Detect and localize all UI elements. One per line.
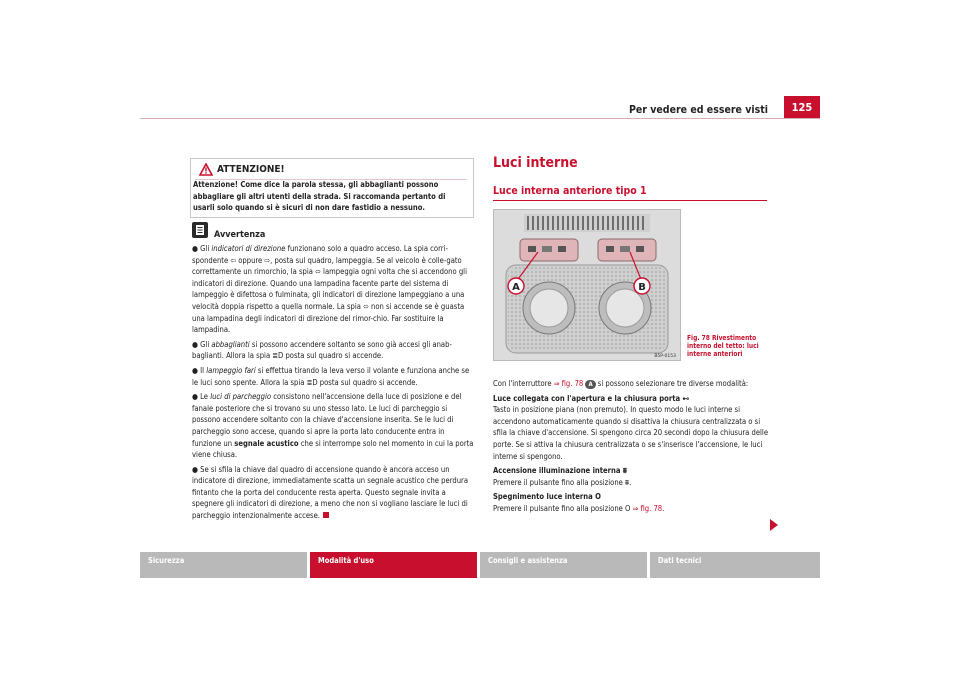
figure-link-2[interactable]: ⇒ fig. 78: [632, 503, 663, 513]
note-bullet-4: ● Le luci di parcheggio consistono nell'accensione della luce di posizione e del fanale posteriore che si trovano su uno stesso lato. Le luci di parcheggio si possono accendere soltanto con la chiave d'accensione inserita. Se le luci di parcheggio sono accese, quando si apre la porta lato conducente entra in funzione un segnale acustico che si interrompe solo nel momento in cui la porta viene chiusa.: [192, 392, 474, 460]
figure-label-b: B: [638, 282, 646, 293]
end-mark: [323, 512, 329, 518]
footer-tab-sicurezza[interactable]: Sicurezza: [140, 552, 307, 578]
page-header-title: Per vedere ed essere visti: [628, 104, 768, 116]
warning-text: Attenzione! Come dice la parola stessa, gli abbaglianti possono abbagliare gli altri utenti della strada. Si raccomanda pertanto di usarli solo quando si è sicuri di non dare fastidio a nessuno.: [193, 180, 446, 212]
note-bullet-3: ● Il lampeggio fari si effettua tirando la leva verso il volante e funziona anche se le luci sono spente. Allora la spia ≣D posta sul quadro si accende.: [192, 365, 470, 387]
section-title: Luci interne: [493, 155, 578, 171]
footer-tab-dati-tecnici[interactable]: Dati tecnici: [650, 552, 820, 578]
page-number: 125: [784, 96, 820, 118]
note-bullet-2: ● Gli abbaglianti si possono accendere soltanto se sono già accesi gli anab-baglianti. Allora la spia ≣D posta sul quadro si accende.: [192, 339, 452, 361]
mode-3-heading: Spegnimento luce interna O: [493, 492, 601, 502]
figure-link[interactable]: ⇒ fig. 78: [553, 379, 584, 388]
note-title: Avvertenza: [214, 230, 266, 240]
intro-paragraph: Con l'interruttore ⇒ fig. 78 A si possono selezionare tre diverse modalità:: [493, 379, 749, 388]
mode-1-text: Tasto in posizione piana (non premuto). In questo modo le luci interne si accendono automaticamente quando si disattiva la chiusura centralizzata o si sfila la chiave d'accensione. Si spengono circa 20 secondi dopo la chiusura delle porte. Se si attiva la chiusura centralizzata o se s'inserisce l'accensione, le luci interne si spengono.: [493, 405, 769, 461]
ceiling-light-illustration: [494, 210, 680, 360]
note-bullet-1: ● Gli indicatori di direzione funzionano solo a quadro acceso. La spia corri-spondente ⇦ oppure ⇨, posta sul quadro, lampeggia. Se al veicolo è colle-gato correttamente un rimorchio, la spia ⬄ lampeggia ogni volta che si accendono gli indicatori di direzione. Quando una lampadina facente parte del sistema di lampeggio è difettosa o fulminata, gli indicatori di direzione lampeggiano a una velocità doppia rispetto a quella normale. La spia ⬄ non si accende se è guasta una lampadina degli indicatori di direzione del rimor-chio. Far sostituire la lampadina.: [192, 244, 467, 335]
mode-3-text: Premere il pulsante fino alla posizione O ⇒ fig. 78.: [493, 503, 665, 513]
mode-1-heading: Luce collegata con l'apertura e la chiusura porta ⊷: [493, 393, 690, 403]
footer-tab-consigli-assistenza[interactable]: Consigli e assistenza: [480, 552, 647, 578]
mode-2-heading: Accensione illuminazione interna ⩩: [493, 466, 627, 476]
warning-triangle-icon: [199, 163, 213, 176]
header-rule: [140, 118, 820, 119]
warning-box: [190, 158, 474, 218]
note-body: [192, 243, 474, 525]
body-text: [493, 378, 769, 518]
footer-tab-modalita-uso[interactable]: Modalità d'uso: [310, 552, 477, 578]
switch-a-badge: A: [585, 380, 595, 389]
figure-78: [493, 209, 681, 361]
note-bullet-5: ● Se si sfila la chiave dal quadro di accensione quando è ancora acceso un indicatore di direzione, immediatamente scatta un segnale acustico che perdura fintanto che la porta del conducente resta aperta. Questo segnale invita a spegnere gli indicatori di direzione, a meno che non si vogliano lasciare le luci di parcheggio intenzionalmente accese.: [192, 464, 469, 521]
warning-title: ATTENZIONE!: [217, 164, 285, 175]
mode-2-text: Premere il pulsante fino alla posizione ⩩.: [493, 477, 632, 487]
figure-code: B5P-0153: [654, 354, 676, 359]
subtitle-rule: [493, 200, 767, 201]
section-subtitle: Luce interna anteriore tipo 1: [493, 185, 647, 197]
next-page-arrow-icon[interactable]: [770, 519, 778, 531]
figure-label-a: A: [512, 282, 520, 293]
figure-caption: Fig. 78 Rivestimento interno del tetto: luci interne anteriori: [687, 334, 759, 359]
warning-header: [195, 161, 467, 180]
note-icon: [192, 222, 208, 238]
